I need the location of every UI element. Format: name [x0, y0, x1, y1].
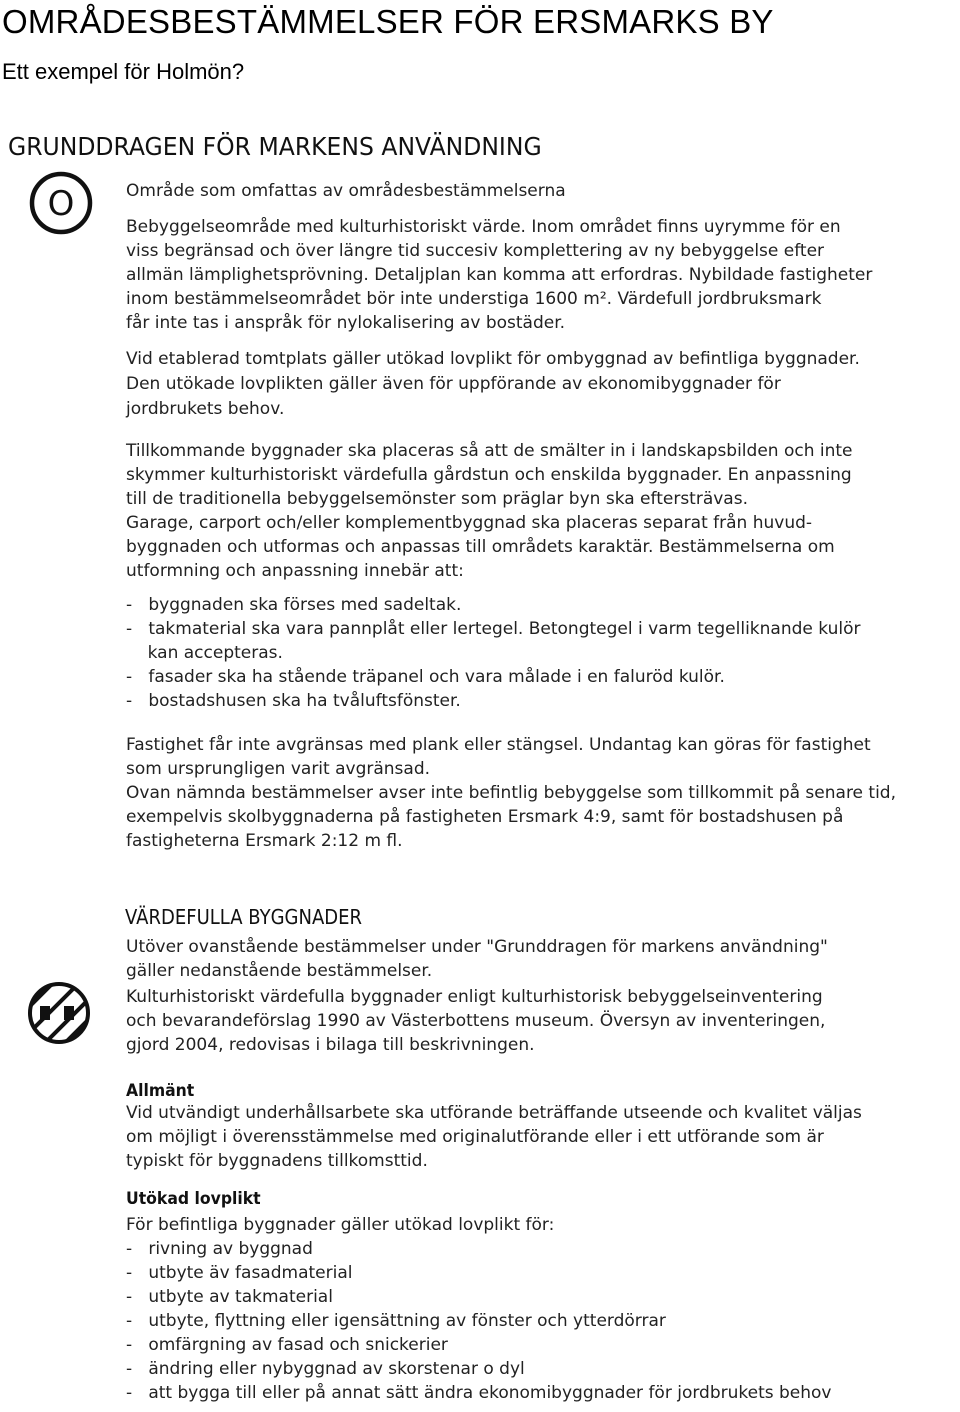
text-line: som ursprungligen varit avgränsad.	[126, 759, 431, 779]
text-line: - utbyte av takmaterial	[126, 1287, 333, 1307]
text-line: jordbrukets behov.	[126, 399, 285, 419]
text-line: inom bestämmelseområdet bör inte understiga 1600 m². Värdefull jordbruksmark	[126, 289, 822, 309]
text-line: Vid utvändigt underhållsarbete ska utförande beträffande utseende och kvalitet väljas	[126, 1103, 862, 1123]
text-line: Ovan nämnda bestämmelser avser inte befintlig bebyggelse som tillkommit på senare tid,	[126, 783, 897, 803]
text-line: gjord 2004, redovisas i bilaga till beskrivningen.	[126, 1035, 535, 1055]
text-line: - utbyte äv fasadmaterial	[126, 1263, 353, 1283]
text-line: Garage, carport och/eller komplementbyggnad ska placeras separat från huvud-	[126, 513, 813, 533]
text-line: gäller nedanstående bestämmelser.	[126, 961, 433, 981]
valuable-building-hatch-icon	[26, 980, 92, 1046]
text-line: kan accepteras.	[126, 643, 283, 663]
page-subtitle: Ett exempel för Holmön?	[2, 59, 245, 84]
text-line: allmän lämplighetsprövning. Detaljplan kan komma att erfordras. Nybildade fastigheter	[126, 265, 873, 285]
text-line: Fastighet får inte avgränsas med plank eller stängsel. Undantag kan göras för fastighet	[126, 735, 871, 755]
text-line: byggnaden och utformas och anpassas till områdets karaktär. Bestämmelserna om	[126, 537, 835, 557]
text-line: Utöver ovanstående bestämmelser under "Grunddragen för markens användning"	[126, 937, 828, 957]
text-line: typiskt för byggnadens tillkomsttid.	[126, 1151, 428, 1171]
text-line: och bevarandeförslag 1990 av Västerbottens museum. Översyn av inventeringen,	[126, 1011, 826, 1031]
page-title: OMRÅDESBESTÄMMELSER FÖR ERSMARKS BY	[2, 3, 774, 40]
text-line: exempelvis skolbyggnaderna på fastigheten Ersmark 4:9, samt för bostadshusen på	[126, 807, 844, 827]
text-line: viss begränsad och över längre tid succesiv komplettering av ny bebyggelse efter	[126, 241, 825, 261]
text-line: Område som omfattas av områdesbestämmelserna	[126, 181, 566, 201]
text-line: - byggnaden ska förses med sadeltak.	[126, 595, 462, 615]
text-line: Kulturhistoriskt värdefulla byggnader enligt kulturhistorisk bebyggelseinventering	[126, 987, 823, 1007]
text-line: - takmaterial ska vara pannplåt eller lertegel. Betongtegel i varm tegelliknande kulör	[126, 619, 861, 639]
text-line: till de traditionella bebyggelsemönster som präglar byn ska eftersträvas.	[126, 489, 748, 509]
text-line: - ändring eller nybyggnad av skorstenar o dyl	[126, 1359, 525, 1379]
area-symbol-o-icon	[28, 170, 94, 236]
text-line: om möjligt i överensstämmelse med originalutförande eller i ett utförande som är	[126, 1127, 824, 1147]
section-heading-land-use: GRUNDDRAGEN FÖR MARKENS ANVÄNDNING	[8, 132, 542, 161]
text-line: utformning och anpassning innebär att:	[126, 561, 464, 581]
text-line: - bostadshusen ska ha tvåluftsfönster.	[126, 691, 461, 711]
text-line: Tillkommande byggnader ska placeras så att de smälter in i landskapsbilden och inte	[126, 441, 853, 461]
subheading-allmant: Allmänt	[126, 1081, 195, 1101]
text-line: skymmer kulturhistoriskt värdefulla gårdstun och enskilda byggnader. En anpassning	[126, 465, 852, 485]
text-line: För befintliga byggnader gäller utökad lovplikt för:	[126, 1215, 555, 1235]
scanned-document	[0, 118, 960, 1412]
text-line: - att bygga till eller på annat sätt ändra ekonomibyggnader för jordbrukets behov	[126, 1383, 832, 1403]
text-line: - rivning av byggnad	[126, 1239, 313, 1259]
text-line: Bebyggelseområde med kulturhistoriskt värde. Inom området finns uyrymme för en	[126, 217, 841, 237]
text-line: - omfärgning av fasad och snickerier	[126, 1335, 448, 1355]
text-line: får inte tas i anspråk för nylokalisering av bostäder.	[126, 313, 566, 333]
text-line: - utbyte, flyttning eller igensättning av fönster och ytterdörrar	[126, 1311, 666, 1331]
text-line: fastigheterna Ersmark 2:12 m fl.	[126, 831, 403, 851]
text-line: Den utökade lovplikten gäller även för uppförande av ekonomibyggnader för	[126, 374, 781, 394]
section-heading-valuable-buildings: VÄRDEFULLA BYGGNADER	[125, 905, 363, 929]
text-line: Vid etablerad tomtplats gäller utökad lovplikt för ombyggnad av befintliga byggnader.	[126, 349, 860, 369]
text-line: - fasader ska ha stående träpanel och vara målade i en faluröd kulör.	[126, 667, 725, 687]
subheading-lovplikt: Utökad lovplikt	[126, 1189, 261, 1209]
area-symbol-letter: O	[47, 184, 75, 224]
